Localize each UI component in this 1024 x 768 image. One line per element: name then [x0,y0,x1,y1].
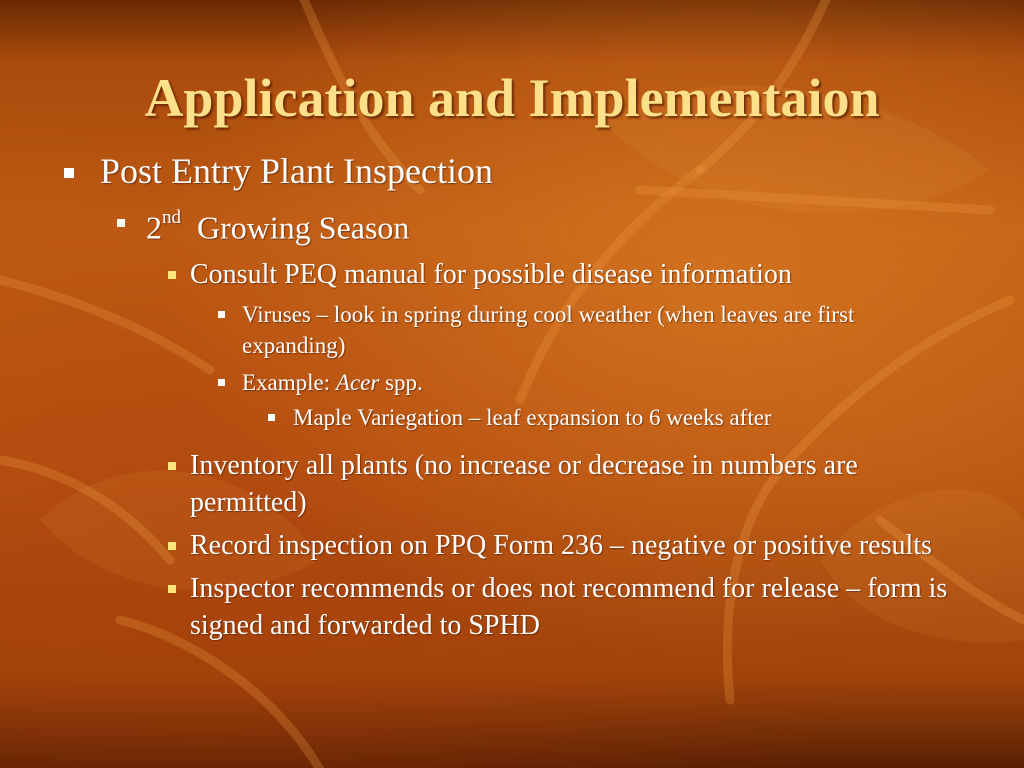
square-bullet-icon [218,311,225,318]
bullet-text: Inventory all plants (no increase or decrease in numbers are permitted) [190,449,858,518]
bullet-record-inspection [60,527,970,564]
bullet-inventory-all-plants [60,447,970,521]
bullet-text: Viruses – look in spring during cool weather (when leaves are first expanding) [242,301,855,358]
square-bullet-icon [268,414,275,421]
square-bullet-icon [168,271,176,279]
square-bullet-icon [64,168,74,178]
bullet-text-genus: Acer [335,369,380,395]
square-bullet-icon [218,379,225,386]
bullet-viruses [60,299,970,361]
bullet-text-superscript: nd [162,207,181,228]
square-bullet-icon [117,219,125,227]
square-bullet-icon [168,585,176,593]
bullet-post-entry-plant-inspection [60,146,970,196]
bullet-growing-season [60,200,970,250]
bullet-text: Consult PEQ manual for possible disease information [190,258,792,290]
bullet-text: Inspector recommends or does not recommend for release – form is signed and forwarded to SPHD [190,572,948,641]
bullet-text-prefix: Example: [242,369,336,395]
bullet-inspector-recommends [60,570,970,644]
bullet-list [60,140,970,644]
bullet-text: Maple Variegation – leaf expansion to 6 weeks after [293,404,772,430]
square-bullet-icon [168,462,176,470]
bullet-maple-variegation [60,402,970,433]
bullet-example-acer [60,367,970,398]
slide-title: Application and Implementaion [144,68,880,128]
bullet-text: Growing Season [197,209,410,246]
bullet-consult-peq-manual [60,256,970,293]
bullet-text-suffix: spp. [379,369,423,395]
bullet-text: Post Entry Plant Inspection [100,151,493,191]
bullet-text: Record inspection on PPQ Form 236 – negative or positive results [190,529,932,561]
square-bullet-icon [168,542,176,550]
bullet-text-number: 2 [146,209,162,246]
